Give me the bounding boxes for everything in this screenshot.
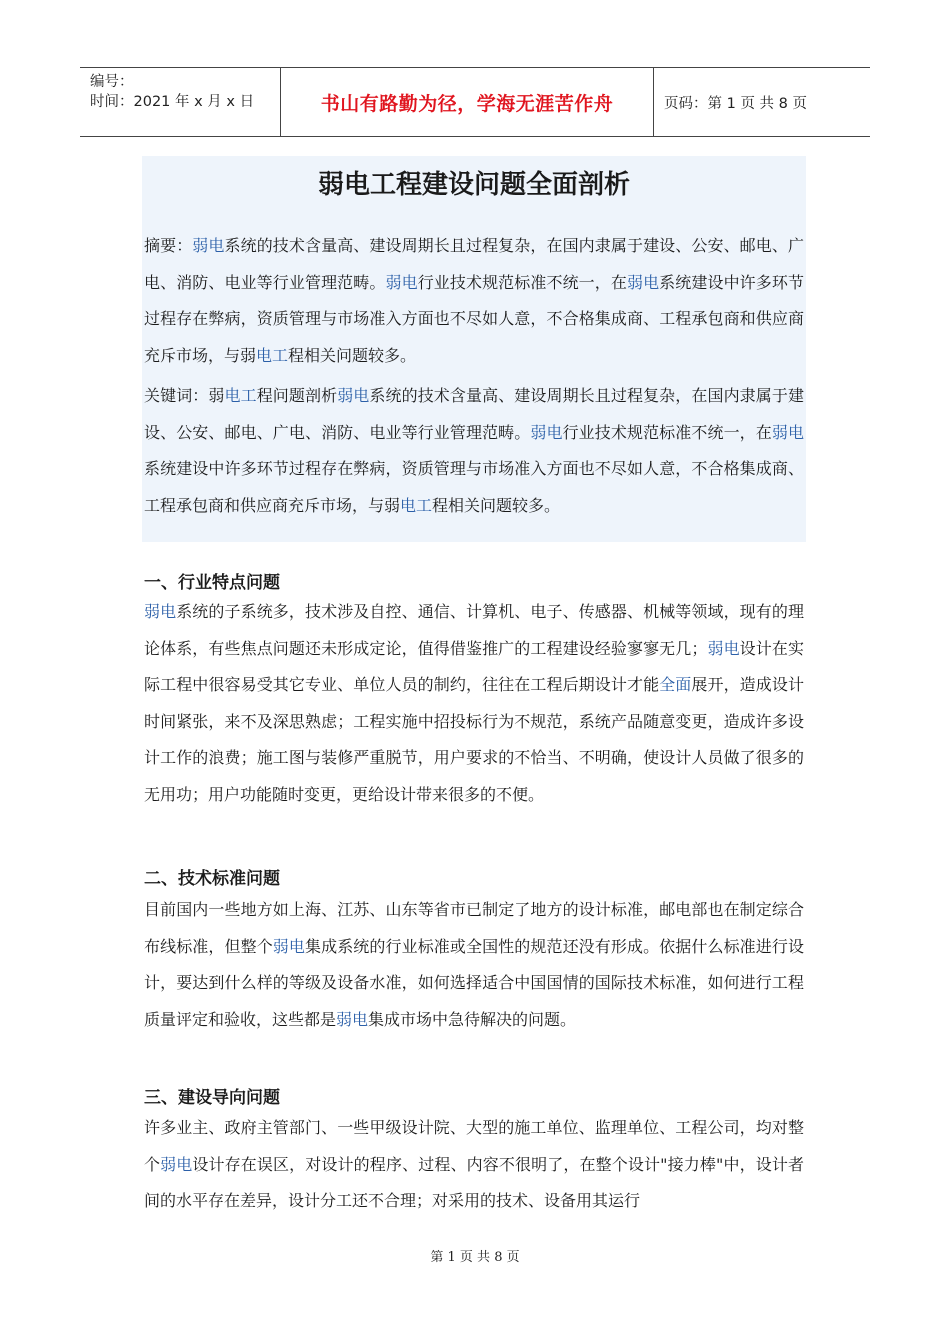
abstract-paragraph	[144, 228, 804, 374]
term-link[interactable]: 弱电	[337, 386, 370, 405]
document-header	[80, 67, 870, 137]
text-run: 设计在实际工程中很容易受其它专业、单位人员的制约，往往在工程后期设计才能	[144, 638, 804, 694]
text-run: 系统建设中许多环节过程存在弊病，资质管理与市场准入方面也不尽如人意，不合格集成商、工程承包商和供应商充斥市场，与弱	[144, 272, 804, 365]
text-run: 关键词：弱	[144, 386, 225, 405]
section-body-2	[144, 892, 804, 1038]
term-link[interactable]: 电工	[256, 345, 289, 365]
text-run: 系统的技术含量高、建设周期长且过程复杂，在国内隶属于建设、公安、邮电、广电、消防、电业等行业管理范畴。	[144, 386, 804, 442]
time-label: 时间：2021 年 x 月 x 日	[90, 94, 255, 110]
text-run: 设计存在误区，对设计的程序、过程、内容不很明了，在整个设计"接力棒"中，设计者间的水平存在差异，设计分工还不合理；对采用的技术、设备用其运行	[144, 1154, 804, 1210]
term-link[interactable]: 弱电	[144, 602, 177, 621]
text-run: 行业技术规范标准不统一，在	[562, 422, 772, 442]
text-run: 系统的子系统多，技术涉及自控、通信、计算机、电子、传感器、机械等领域，现有的理论体系，有些焦点问题还未形成定论，值得借鉴推广的工程建设经验寥寥无几；	[144, 602, 804, 658]
term-link[interactable]: 弱电	[771, 422, 804, 442]
text-run: 展开，造成设计时间紧张，来不及深思熟虑；工程实施中招投标行为不规范，系统产品随意变更，造成许多设计工作的浪费；施工图与装修严重脱节，用户要求的不恰当、不明确，使设计人员做了很多的无用功；用户功能随时变更，更给设计带来很多的不便。	[144, 675, 804, 804]
section-heading-3: 三、建设导向问题	[144, 1088, 280, 1108]
term-link[interactable]: 弱电	[160, 1154, 193, 1174]
term-link[interactable]: 弱电	[336, 1009, 369, 1029]
text-run: 程问题剖析	[256, 386, 338, 405]
text-run: 系统建设中许多环节过程存在弊病，资质管理与市场准入方面也不尽如人意，不合格集成商、工程承包商和供应商充斥市场，与弱	[144, 459, 804, 515]
term-link[interactable]: 弱电	[272, 936, 305, 956]
text-run: 集成市场中急待解决的问题。	[368, 1009, 577, 1029]
text-run: 程相关问题较多。	[432, 495, 561, 515]
term-link[interactable]: 电工	[400, 495, 433, 515]
section-body-3	[144, 1110, 804, 1220]
section-heading-1: 一、行业特点问题	[144, 573, 280, 593]
term-link[interactable]: 弱电	[530, 422, 563, 442]
header-meta	[80, 68, 281, 136]
keywords-paragraph	[144, 378, 804, 524]
text-run: 系统的技术含量高、建设周期长且过程复杂，在国内隶属于建设、公安、邮电、广电、消防、电业等行业管理范畴。	[144, 236, 804, 292]
term-link[interactable]: 全面	[659, 675, 692, 694]
text-run: 目前国内一些地方如上海、江苏、山东等省市已制定了地方的设计标准，邮电部也在制定综合布线标准，但整个	[144, 900, 804, 956]
document-title: 弱电工程建设问题全面剖析	[317, 170, 630, 200]
text-run: 许多业主、政府主管部门、一些甲级设计院、大型的施工单位、监理单位、工程公司，均对整个	[144, 1118, 804, 1174]
text-run: 摘要：	[144, 236, 193, 255]
section-body-1	[144, 594, 804, 813]
term-link[interactable]: 电工	[224, 386, 257, 405]
term-link[interactable]: 弱电	[707, 638, 740, 658]
text-run: 集成系统的行业标准或全国性的规范还没有形成。依据什么标准进行设计，要达到什么样的等级及设备水准，如何选择适合中国国情的国际技术标准，如何进行工程质量评定和验收，这些都是	[144, 936, 804, 1029]
text-run: 行业技术规范标准不统一，在	[417, 272, 627, 292]
header-motto: 书山有路勤为径，学海无涯苦作舟	[281, 68, 654, 136]
term-link[interactable]: 弱电	[192, 236, 225, 255]
term-link[interactable]: 弱电	[626, 272, 660, 292]
term-link[interactable]: 弱电	[385, 272, 418, 292]
text-run: 程相关问题较多。	[288, 345, 417, 365]
header-page-code: 页码：第 1 页 共 8 页	[664, 95, 807, 112]
number-label: 编号：	[90, 74, 134, 90]
section-heading-2: 二、技术标准问题	[144, 869, 280, 889]
page-footer: 第 1 页 共 8 页	[430, 1250, 520, 1265]
